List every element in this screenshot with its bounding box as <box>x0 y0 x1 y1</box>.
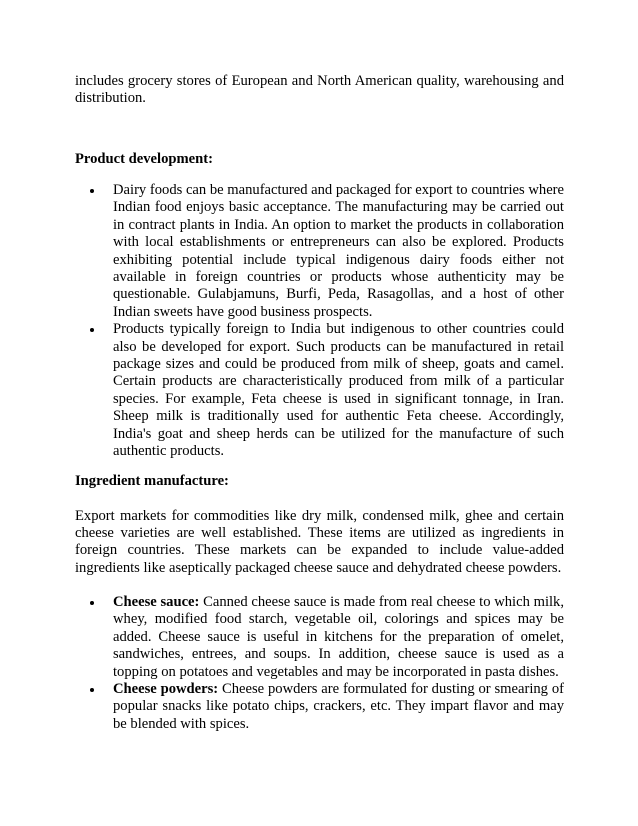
list-item-text: Canned cheese sauce is made from real cheese to which milk, whey, modified food starch, vegetable oil, colorings and spices may be added. Cheese sauce is useful in kitchens for the preparation of omelet, sandwiches, entrees, and soups. In addition, cheese sauce is used as a topping on potatoes and vegetables and may be incorporated in pasta dishes. <box>113 593 564 680</box>
bullet-icon <box>90 328 94 332</box>
bullet-icon <box>90 601 94 605</box>
bullet-icon <box>90 189 94 193</box>
product-development-list <box>75 182 564 461</box>
ingredient-manufacture-heading: Ingredient manufacture: <box>75 473 229 490</box>
bullet-icon <box>90 688 94 692</box>
ingredient-manufacture-list <box>75 594 564 733</box>
list-item <box>75 321 564 460</box>
list-item-text: Products typically foreign to India but indigenous to other countries could also be developed for export. Such products can be manufactured in retail package sizes and could be produced from milk of sheep, goats and camel. Certain products are characteristically produced from milk of a particular species. For example, Feta cheese is used in significant tonnage, in Iran. Sheep milk is traditionally used for authentic Feta cheese. Accordingly, India's goat and sheep herds can be utilized for the manufacture of such authentic products. <box>113 321 564 459</box>
list-item <box>75 681 564 733</box>
list-item <box>75 594 564 681</box>
product-development-heading: Product development: <box>75 150 213 167</box>
list-item-term: Cheese powders: <box>113 680 219 697</box>
export-markets-paragraph: Export markets for commodities like dry milk, condensed milk, ghee and certain cheese varieties are well established. These items are utilized as ingredients in foreign countries. These markets can be expanded to include value-added ingredients like aseptically packaged cheese sauce and dehydrated cheese powders. <box>75 507 564 576</box>
intro-paragraph: includes grocery stores of European and North American quality, warehousing and distribution. <box>75 73 564 107</box>
list-item-text: Dairy foods can be manufactured and packaged for export to countries where Indian food enjoys basic acceptance. The manufacturing may be carried out in contract plants in India. An option to market the products in collaboration with local establishments or entrepreneurs can also be explored. Products exhibiting potential include typical indigenous dairy foods either not available in foreign countries or products whose authenticity may be questionable. Gulabjamuns, Burfi, Peda, Rasagollas, and a host of other Indian sweets have good business prospects. <box>113 181 565 320</box>
list-item-term: Cheese sauce: <box>113 593 200 610</box>
list-item-text: Cheese powders are formulated for dusting or smearing of popular snacks like potato chips, crackers, etc. They impart flavor and may be blended with spices. <box>113 680 564 732</box>
list-item <box>75 182 564 321</box>
